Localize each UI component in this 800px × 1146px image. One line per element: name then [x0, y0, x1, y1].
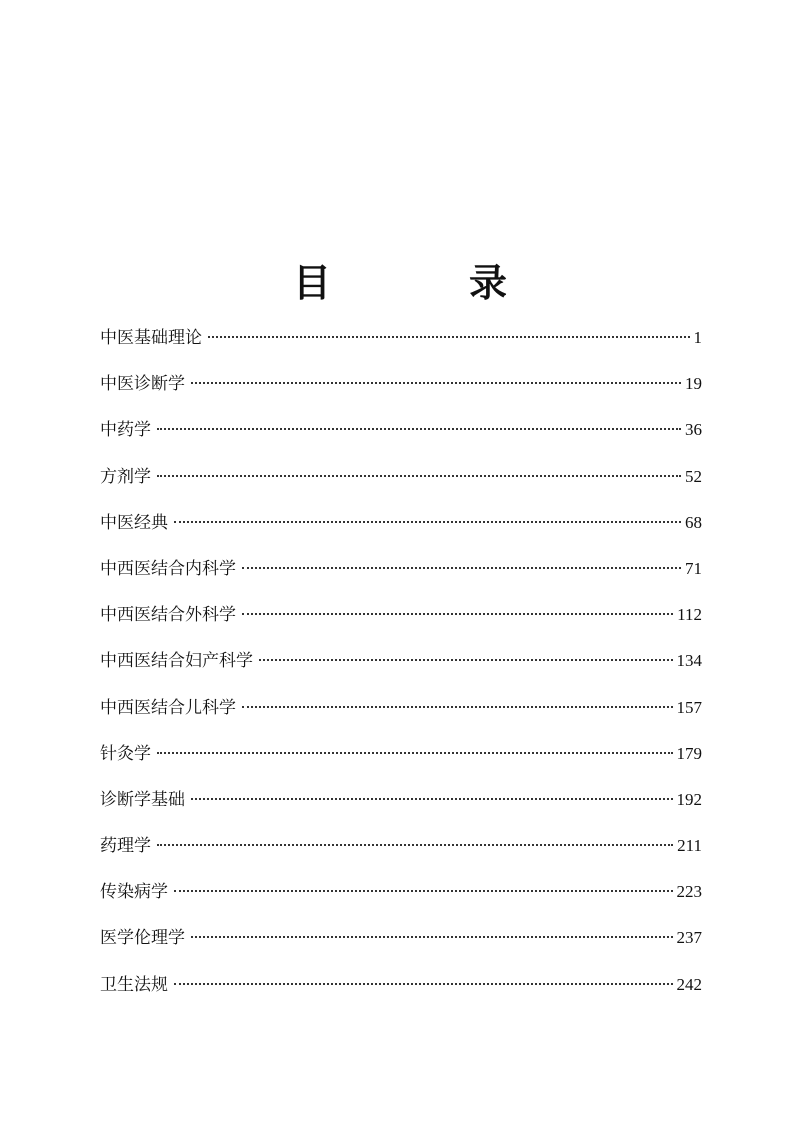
toc-entry-title: 中医基础理论 — [100, 328, 202, 348]
toc-entry-title: 中西医结合外科学 — [100, 605, 236, 626]
toc-entry-title: 传染病学 — [100, 882, 168, 903]
toc-entry[interactable] — [100, 872, 702, 918]
dot-leader — [208, 336, 690, 338]
toc-entry-page-number: 237 — [676, 928, 702, 948]
toc-entry[interactable] — [100, 826, 702, 872]
toc-entry[interactable] — [100, 780, 702, 826]
toc-entry-page-number: 68 — [685, 512, 702, 532]
toc-entry[interactable] — [100, 734, 702, 780]
toc-entry-title: 卫生法规 — [100, 974, 168, 995]
toc-entry-page-number: 134 — [676, 651, 702, 671]
toc-entry-title: 中西医结合内科学 — [100, 558, 236, 579]
dot-leader — [242, 613, 673, 615]
toc-entry-page-number: 36 — [685, 420, 702, 440]
toc-entry-title: 医学伦理学 — [100, 928, 185, 949]
toc-entry-page-number: 1 — [693, 328, 702, 347]
dot-leader — [157, 475, 681, 477]
toc-entry[interactable] — [100, 595, 702, 641]
toc-entry[interactable] — [100, 641, 702, 687]
dot-leader — [242, 706, 673, 708]
dot-leader — [157, 752, 673, 754]
toc-entry-title: 方剂学 — [100, 466, 151, 487]
toc-entry-title: 中西医结合妇产科学 — [100, 651, 253, 672]
toc-entry[interactable] — [100, 918, 702, 964]
dot-leader — [191, 382, 681, 384]
dot-leader — [174, 890, 673, 892]
toc-entry-title: 中西医结合儿科学 — [100, 697, 236, 718]
toc-entry[interactable] — [100, 965, 702, 1011]
toc-entry-page-number: 112 — [677, 605, 702, 625]
toc-entry[interactable] — [100, 410, 702, 456]
toc-entry-page-number: 211 — [677, 836, 702, 856]
toc-entry-title: 针灸学 — [100, 743, 151, 764]
toc-entry[interactable] — [100, 503, 702, 549]
table-of-contents — [100, 318, 702, 1011]
dot-leader — [174, 983, 673, 985]
dot-leader — [191, 798, 673, 800]
toc-entry-page-number: 52 — [685, 466, 702, 486]
toc-entry-page-number: 157 — [676, 697, 702, 717]
toc-entry[interactable] — [100, 688, 702, 734]
toc-entry-title: 中医诊断学 — [100, 374, 185, 395]
toc-entry-page-number: 19 — [685, 374, 702, 394]
dot-leader — [191, 936, 673, 938]
dot-leader — [242, 567, 681, 569]
toc-entry-title: 中药学 — [100, 420, 151, 441]
toc-entry[interactable] — [100, 364, 702, 410]
toc-entry[interactable] — [100, 318, 702, 364]
dot-leader — [157, 844, 673, 846]
dot-leader — [259, 659, 673, 661]
toc-entry-page-number: 179 — [676, 743, 702, 763]
toc-entry[interactable] — [100, 549, 702, 595]
toc-entry-page-number: 242 — [676, 974, 702, 994]
dot-leader — [174, 521, 681, 523]
page-title: 目 录 — [292, 260, 557, 306]
toc-entry[interactable] — [100, 457, 702, 503]
dot-leader — [157, 428, 681, 430]
toc-entry-page-number: 192 — [676, 789, 702, 809]
toc-entry-page-number: 71 — [685, 558, 702, 578]
toc-entry-page-number: 223 — [676, 882, 702, 902]
toc-entry-title: 诊断学基础 — [100, 789, 185, 810]
toc-entry-title: 中医经典 — [100, 512, 168, 533]
toc-entry-title: 药理学 — [100, 836, 151, 857]
